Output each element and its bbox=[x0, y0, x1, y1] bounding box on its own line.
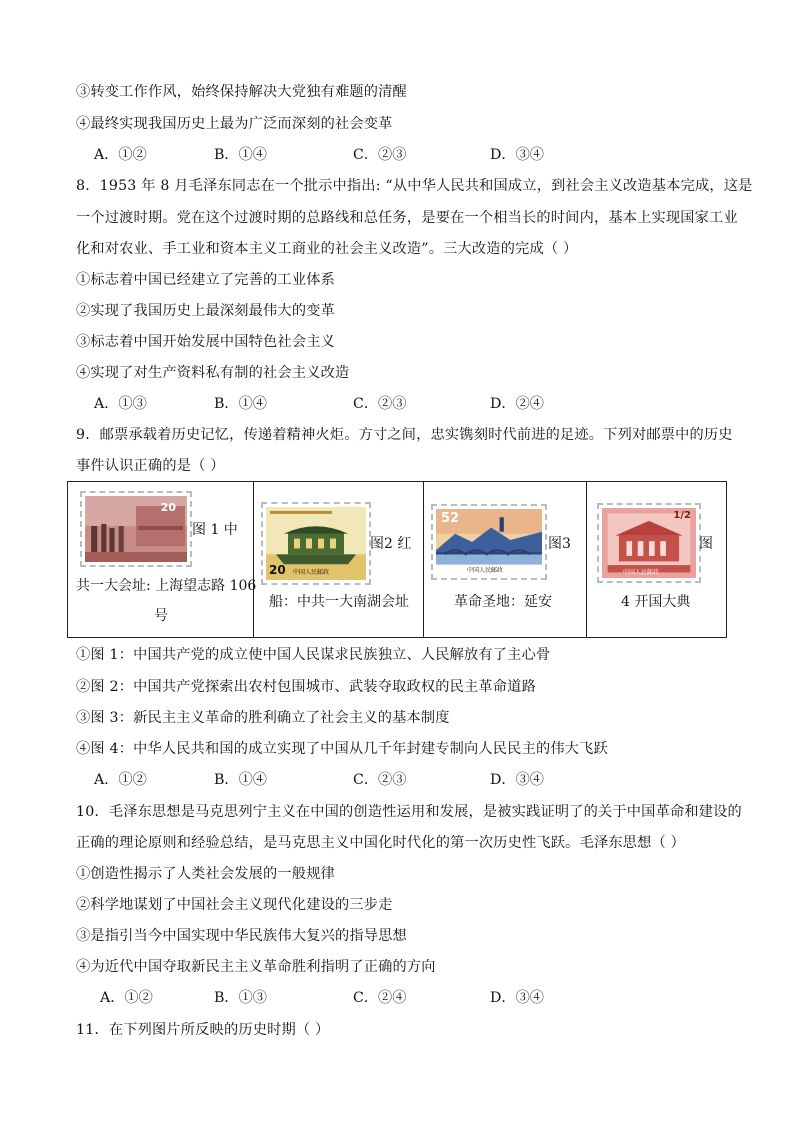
q9-statement-4: ④图 4：中华人民共和国的成立实现了中国从几千年封建专制向人民民主的伟大飞跃 bbox=[76, 741, 608, 757]
stamp-2-caption-right: 图2 红 bbox=[370, 536, 412, 552]
q10-statement-3: ③是指引当今中国实现中华民族伟大复兴的指导思想 bbox=[76, 928, 407, 944]
q10-stem-line-2: 正确的理论原则和经验总结，是马克思主义中国化时代化的第一次历史性飞跃。毛泽东思想（ ） bbox=[76, 835, 685, 851]
stamp-4-postal-text: 中国人民邮政 bbox=[623, 569, 660, 576]
q9-statement-3: ③图 3：新民主主义革命的胜利确立了社会主义的基本制度 bbox=[76, 710, 450, 726]
stamp-1-caption-line-3: 号 bbox=[154, 608, 168, 624]
q10-statement-2: ②科学地谋划了中国社会主义现代化建设的三步走 bbox=[76, 897, 393, 913]
q9-option-c[interactable]: C．②③ bbox=[353, 772, 407, 788]
q9-option-d[interactable]: D．③④ bbox=[490, 772, 544, 788]
stamp-3-denomination: 52 bbox=[441, 511, 460, 526]
stamp-2-postal-text: 中国人民邮政 bbox=[293, 569, 330, 576]
q10-option-a[interactable]: A．①② bbox=[100, 990, 153, 1006]
q8-option-d[interactable]: D．②④ bbox=[490, 396, 544, 412]
q8-statement-3: ③标志着中国开始发展中国特色社会主义 bbox=[76, 334, 335, 350]
q8-option-c[interactable]: C．②③ bbox=[353, 396, 407, 412]
q10-statement-4: ④为近代中国夺取新民主主义革命胜利指明了正确的方向 bbox=[76, 959, 436, 975]
q7-statement-4: ④最终实现我国历史上最为广泛而深刻的社会变革 bbox=[76, 116, 393, 132]
q8-option-b[interactable]: B．①④ bbox=[214, 396, 267, 412]
stamp-3-image bbox=[431, 504, 547, 580]
q9-stem-line-1: 9．邮票承载着历史记忆，传递着精神火炬。方寸之间，忠实镌刻时代前进的足迹。下列对邮票中的历史 bbox=[76, 427, 733, 443]
stamp-3-caption-line-2: 革命圣地：延安 bbox=[454, 594, 552, 610]
q10-statement-1: ①创造性揭示了人类社会发展的一般规律 bbox=[76, 866, 335, 882]
q9-statement-2: ②图 2：中国共产党探索出农村包围城市、武装夺取政权的民主革命道路 bbox=[76, 679, 536, 695]
stamp-1-denomination: 20 bbox=[160, 501, 176, 514]
q9-option-a[interactable]: A．①② bbox=[94, 772, 147, 788]
stamp-1-caption-line-2: 共一大会址: 上海望志路 106 bbox=[76, 578, 257, 594]
q10-option-b[interactable]: B．①③ bbox=[214, 990, 267, 1006]
q7-option-c[interactable]: C．②③ bbox=[353, 147, 407, 163]
stamp-2-caption-line-2: 船：中共一大南湖会址 bbox=[269, 594, 409, 610]
stamp-2-denomination: 20 bbox=[269, 563, 286, 577]
q8-statement-1: ①标志着中国已经建立了完善的工业体系 bbox=[76, 272, 335, 288]
stamp-4-caption-right: 图 bbox=[699, 536, 713, 552]
q11-stem-line-1: 11．在下列图片所反映的历史时期（ ） bbox=[76, 1022, 330, 1038]
stamp-table bbox=[67, 481, 727, 638]
stamp-4-denomination: 1/2 bbox=[673, 510, 691, 521]
stamp-cell-1 bbox=[68, 482, 257, 638]
stamp-3-postal-text: 中国人民邮政 bbox=[467, 567, 504, 574]
q7-option-b[interactable]: B．①④ bbox=[214, 147, 267, 163]
q9-stem-line-2: 事件认识正确的是（ ） bbox=[76, 458, 225, 474]
q8-stem-line-1: 8．1953 年 8 月毛泽东同志在一个批示中指出: “从中华人民共和国成立，到社会主义改造基本完成，这是 bbox=[76, 178, 753, 194]
q10-stem-line-1: 10．毛泽东思想是马克思列宁主义在中国的创造性运用和发展，是被实践证明了的关于中国革命和建设的 bbox=[76, 804, 742, 820]
q10-option-c[interactable]: C．②④ bbox=[353, 990, 407, 1006]
stamp-4-image bbox=[597, 503, 701, 583]
q8-option-a[interactable]: A．①③ bbox=[94, 396, 147, 412]
stamp-cell-4 bbox=[587, 482, 727, 638]
stamp-2-image bbox=[261, 502, 371, 585]
q9-option-b[interactable]: B．①④ bbox=[214, 772, 267, 788]
q8-stem-line-2: 一个过渡时期。党在这个过渡时期的总路线和总任务，是要在一个相当长的时间内，基本上实现国家工业 bbox=[76, 210, 738, 226]
q10-option-d[interactable]: D．③④ bbox=[490, 990, 544, 1006]
stamp-1-image bbox=[80, 491, 192, 567]
q7-option-a[interactable]: A．①② bbox=[94, 147, 147, 163]
stamp-1-caption-right: 图 1 中 bbox=[192, 522, 238, 538]
q7-statement-3: ③转变工作作风，始终保持解决大党独有难题的清醒 bbox=[76, 84, 407, 100]
q8-statement-4: ④实现了对生产资料私有制的社会主义改造 bbox=[76, 365, 350, 381]
stamp-3-caption-right: 图3 bbox=[548, 536, 571, 552]
stamp-cell-3 bbox=[424, 482, 587, 638]
q8-statement-2: ②实现了我国历史上最深刻最伟大的变革 bbox=[76, 303, 335, 319]
q9-statement-1: ①图 1：中国共产党的成立使中国人民谋求民族独立、人民解放有了主心骨 bbox=[76, 647, 551, 663]
q7-option-d[interactable]: D．③④ bbox=[490, 147, 544, 163]
q8-stem-line-3: 化和对农业、手工业和资本主义工商业的社会主义改造”。三大改造的完成（ ） bbox=[76, 241, 578, 257]
stamp-cell-2 bbox=[254, 482, 424, 638]
stamp-4-caption-line-2: 4 开国大典 bbox=[621, 594, 691, 610]
